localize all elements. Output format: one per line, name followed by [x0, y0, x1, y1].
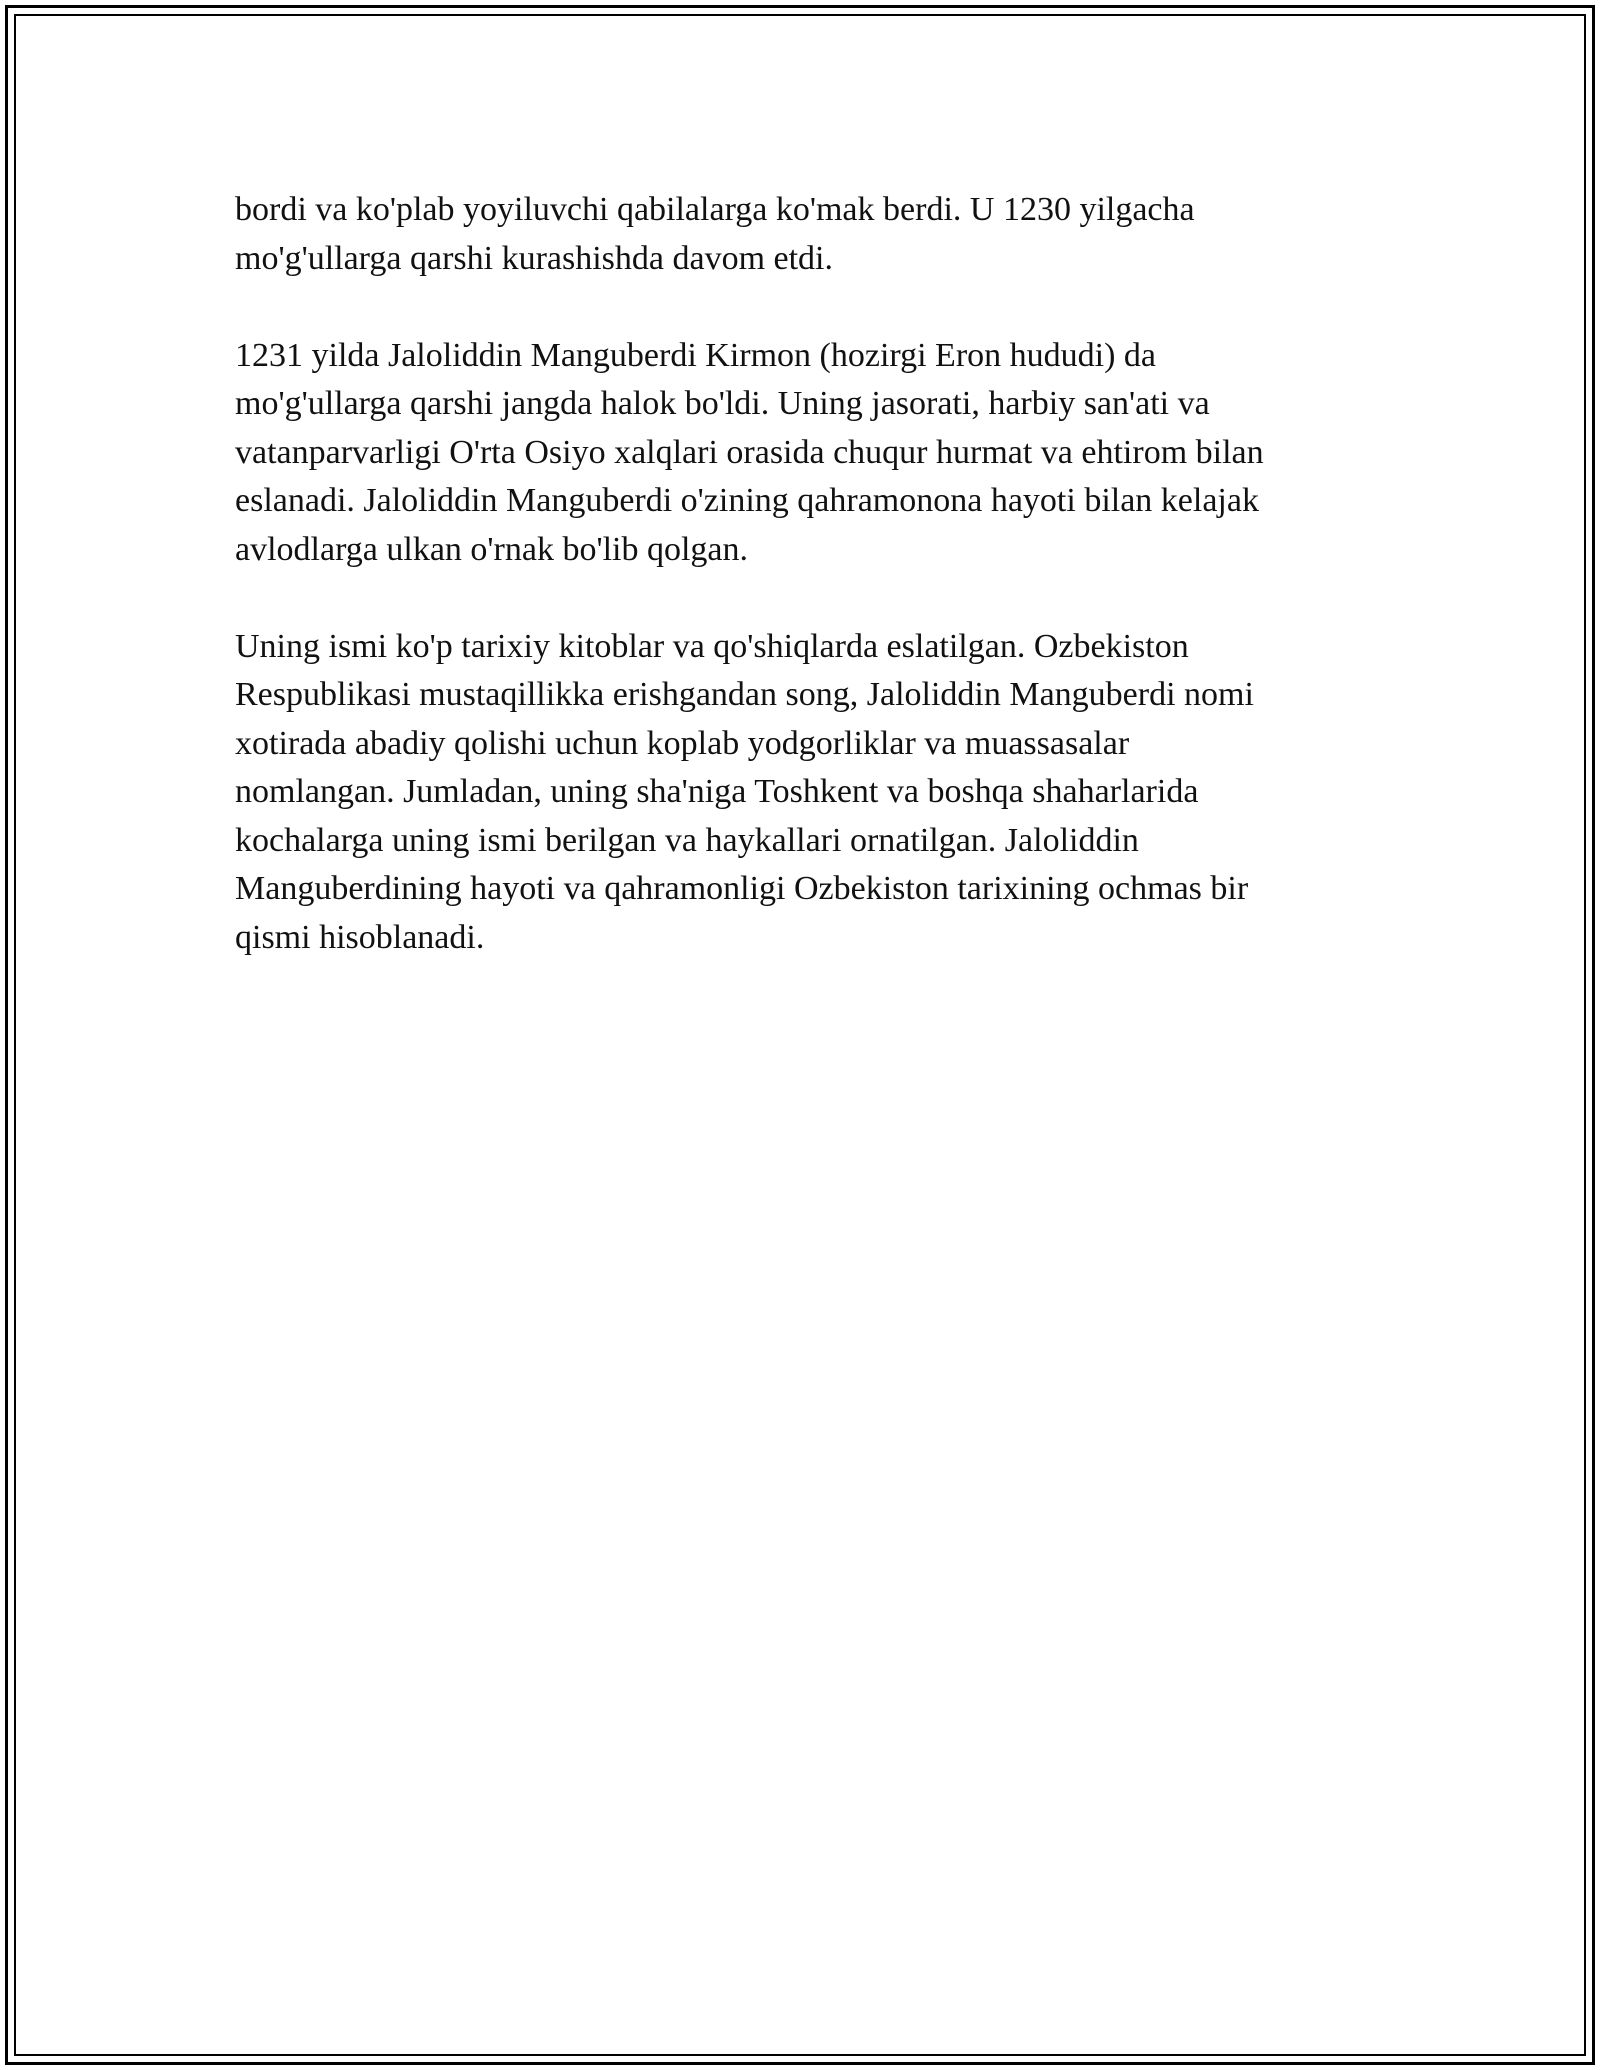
text-line: Respublikasi mustaqillikka erishgandan song, Jaloliddin Manguberdi nomi [235, 676, 1254, 713]
text-line: mo'g'ullarga qarshi jangda halok bo'ldi. Uning jasorati, harbiy san'ati va [235, 385, 1210, 422]
text-line: avlodlarga ulkan o'rnak bo'lib qolgan. [235, 530, 749, 568]
paragraph-2 [235, 332, 1365, 575]
text-line: eslanadi. Jaloliddin Manguberdi o'zining qahramononа hayoti bilan kelajak [235, 482, 1259, 519]
text-line: vatanparvarligi O'rta Osiyo xalqlari orasida chuqur hurmat va ehtirom bilan [235, 433, 1264, 471]
paragraph-3 [235, 623, 1365, 963]
text-line: xotirada abadiy qolishi uchun koplab yodgorliklar va muassasalar [235, 724, 1130, 762]
text-line: Manguberdining hayoti va qahramonligi Ozbekiston tarixining ochmas bir [235, 870, 1249, 907]
paragraph-1 [235, 186, 1365, 283]
text-line: bordi va ko'plab yoyiluvchi qabilalarga ko'mak berdi. U 1230 yilgacha [235, 191, 1195, 228]
text-line: mo'g'ullarga qarshi kurashishda davom etdi. [235, 239, 834, 277]
text-line: 1231 yilda Jaloliddin Manguberdi Kirmon (hozirgi Eron hududi) da [235, 336, 1157, 374]
text-line: Uning ismi ko'p tarixiy kitoblar va qo'shiqlarda eslatilgan. Ozbekiston [235, 627, 1189, 665]
document-body [235, 186, 1365, 1011]
text-line: qismi hisoblanadi. [235, 918, 485, 956]
text-line: kochalarga uning ismi berilgan va haykallari ornatilgan. Jaloliddin [235, 821, 1139, 859]
text-line: nomlangan. Jumladan, uning sha'niga Toshkent va boshqa shaharlarida [235, 773, 1199, 810]
